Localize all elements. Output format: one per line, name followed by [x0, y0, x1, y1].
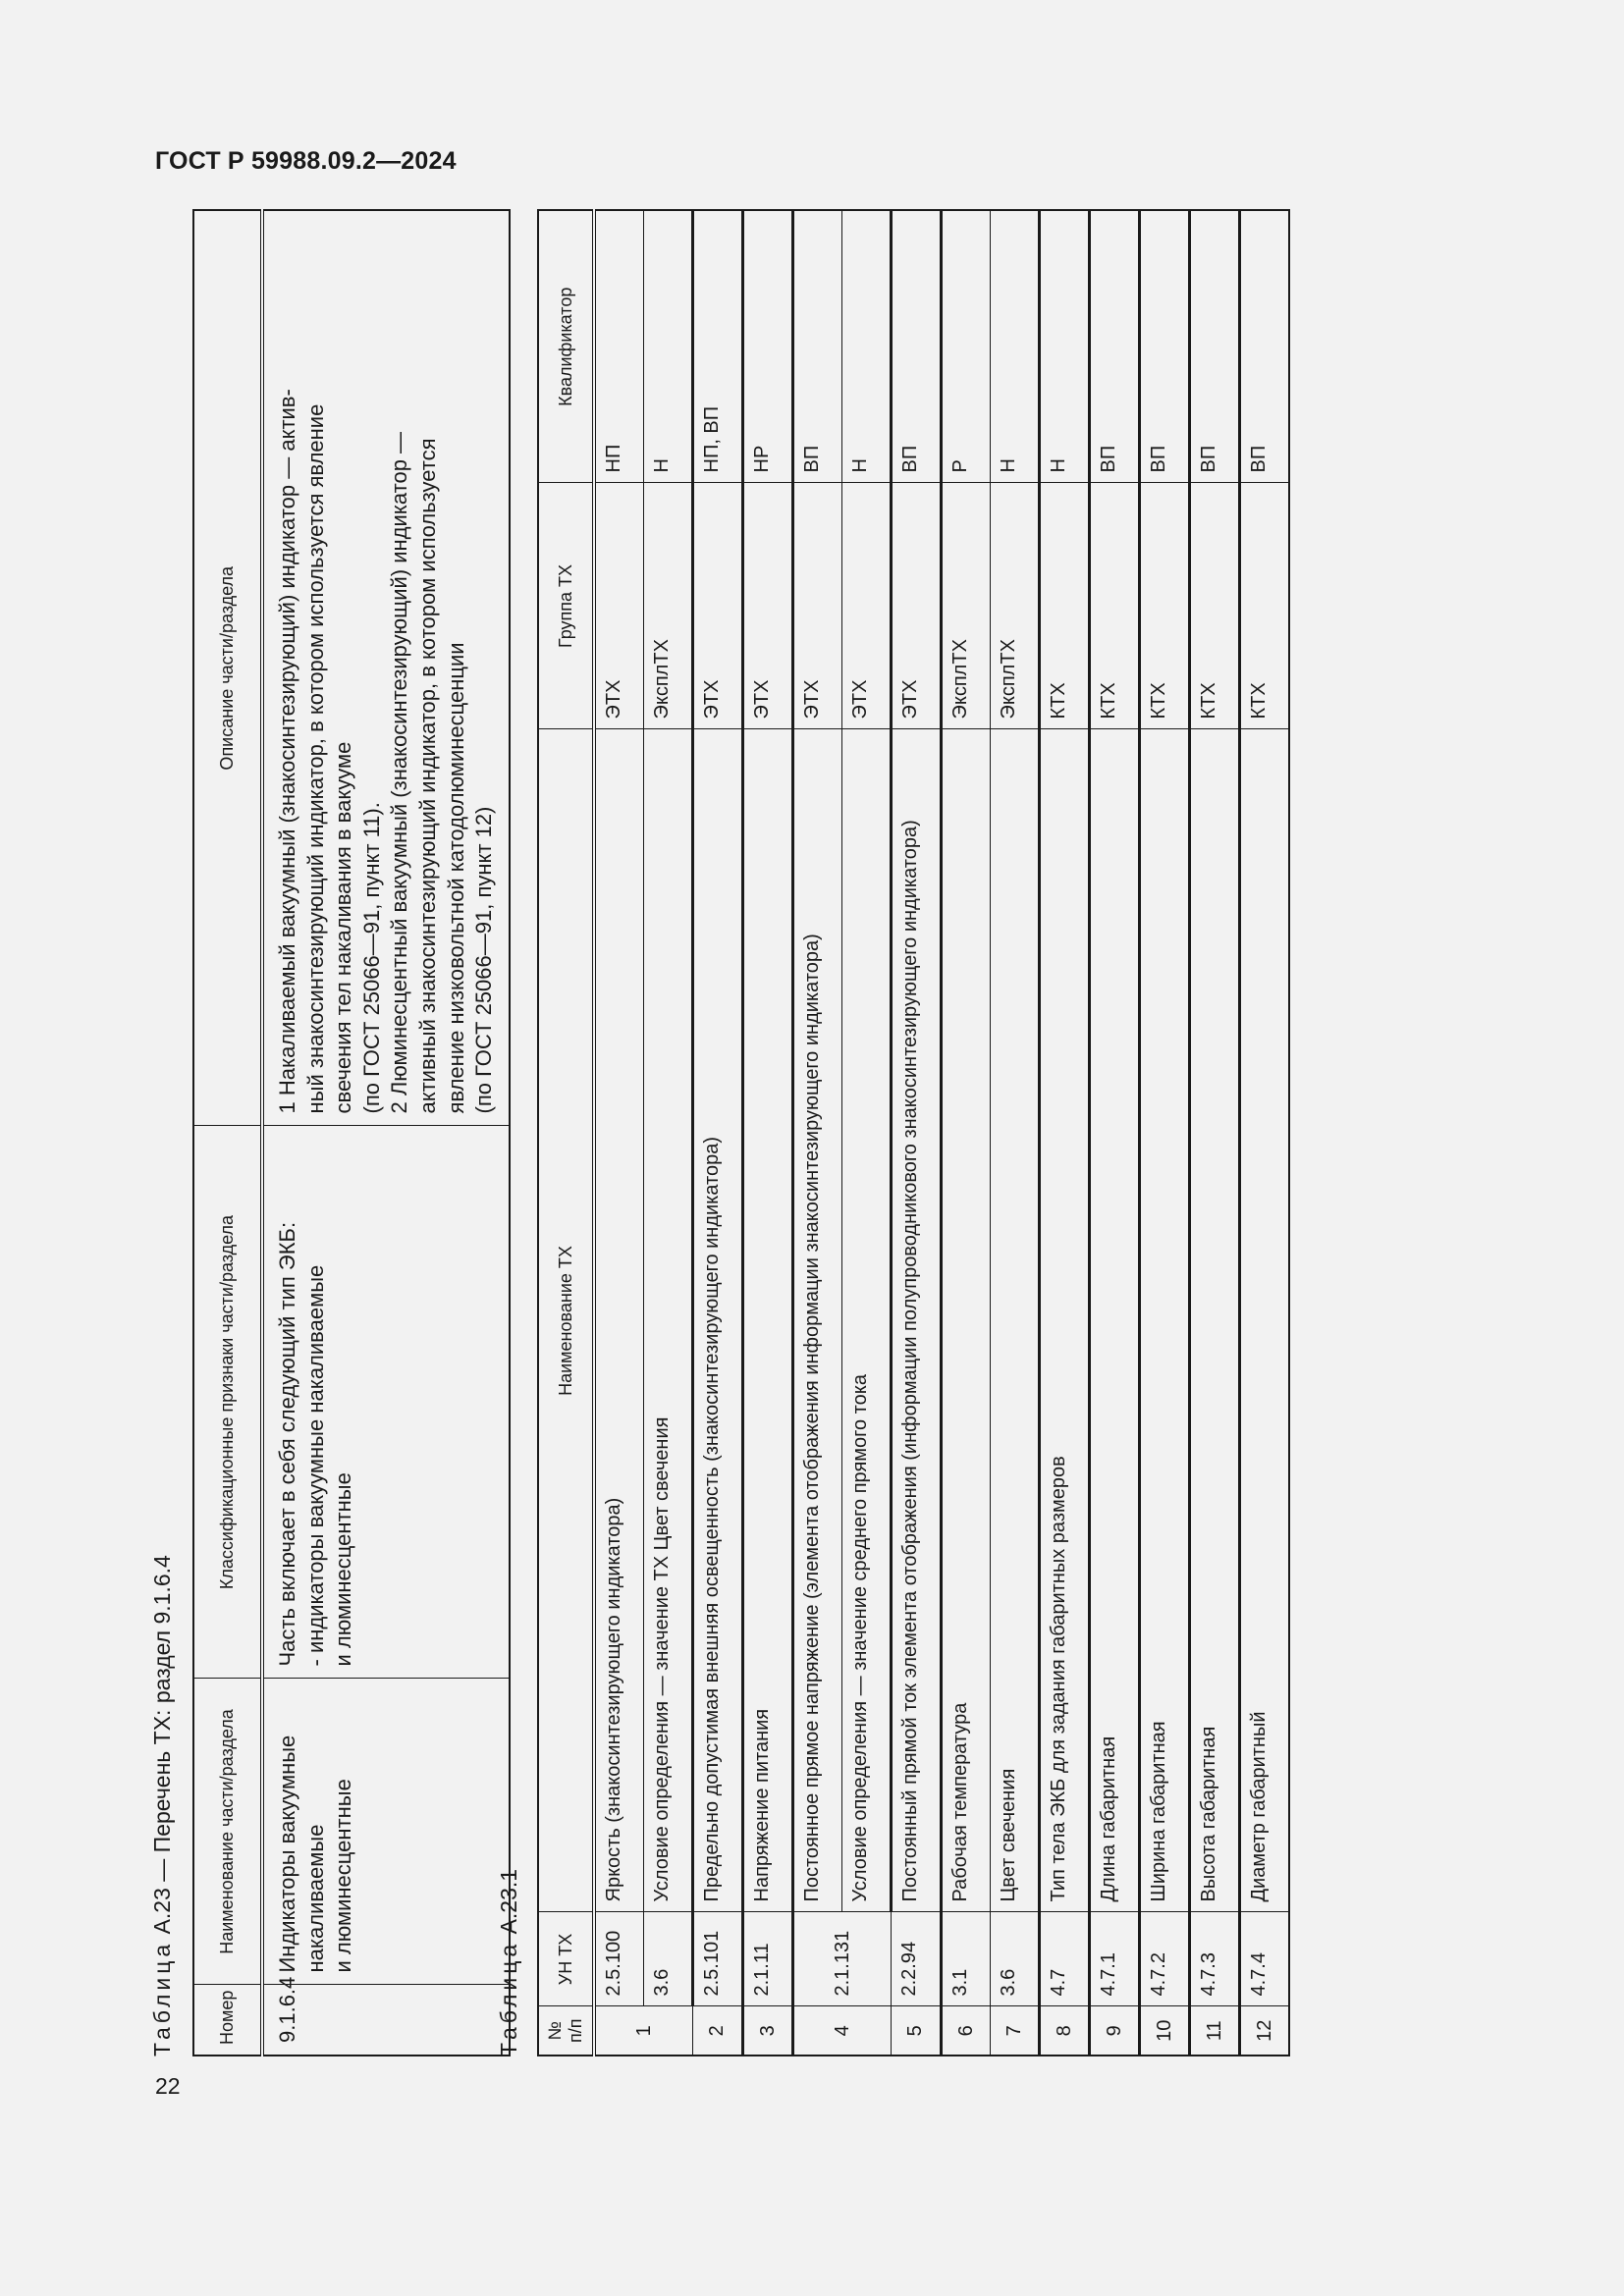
cell-name: Высота габаритная [1190, 729, 1240, 1912]
cell-name: Рабочая температура [942, 729, 991, 1912]
cell-group: ЭксплТХ [942, 483, 991, 729]
cell-qualifier: ВП [1090, 210, 1140, 483]
cell-group: КТХ [1040, 483, 1090, 729]
cell-index: 10 [1140, 2006, 1190, 2056]
cell-un: 2.1.131 [793, 1912, 892, 2006]
table-row [1240, 210, 1290, 2056]
cell-un: 3.1 [942, 1912, 991, 2006]
description-line: (по ГОСТ 25066—91, пункт 12) [471, 806, 497, 1114]
cell-description [262, 210, 510, 1126]
cell-un: 4.7.1 [1090, 1912, 1140, 2006]
description-line: ный знакосинтезирующий индикатор, в котором используется явление [302, 403, 328, 1114]
caption-rest: А.23 — Перечень ТХ: раздел 9.1.6.4 [149, 1555, 175, 1935]
cell-qualifier: ВП [1240, 210, 1290, 483]
cell-index: 6 [942, 2006, 991, 2056]
cell-name: Постоянный прямой ток элемента отображения (информации полупроводникового знакосинтезирующего индикатора) [892, 729, 942, 1912]
cell-group: ЭксплТХ [644, 483, 693, 729]
cell-group: ЭТХ [693, 483, 743, 729]
caption-word: Таблица [496, 1940, 521, 2056]
cell-qualifier: Н [991, 210, 1040, 483]
features-line: Часть включает в себя следующий тип ЭКБ: [275, 1221, 299, 1667]
description-line: явление низковольтной катодолюминесценции [443, 642, 468, 1114]
cell-group: КТХ [1140, 483, 1190, 729]
description-line: 1 Накаливаемый вакуумный (знакосинтезирующий) индикатор — актив- [275, 389, 299, 1114]
cell-group: ЭТХ [743, 483, 793, 729]
cell-un: 3.6 [991, 1912, 1040, 2006]
table-row [1140, 210, 1190, 2056]
cell-qualifier: ВП [793, 210, 842, 483]
col-header-description: Описание части/раздела [193, 210, 262, 1126]
table-row [1090, 210, 1140, 2056]
table-row [1190, 210, 1240, 2056]
cell-number: 9.1.6.4 [262, 1985, 510, 2056]
col-header-index: № п/п [538, 2006, 594, 2056]
table-row [262, 210, 510, 2056]
cell-name: Длина габаритная [1090, 729, 1140, 1912]
cell-index: 1 [594, 2006, 693, 2056]
description-line: свечения тел накаливания в вакууме [331, 741, 356, 1114]
cell-group: ЭТХ [842, 483, 892, 729]
page-number: 22 [155, 2073, 181, 2099]
table-row [1040, 210, 1090, 2056]
cell-qualifier: Н [842, 210, 892, 483]
description-line: активный знакосинтезирующий индикатор, в котором используется [414, 438, 440, 1114]
cell-name: Цвет свечения [991, 729, 1040, 1912]
table-row [644, 210, 693, 2056]
col-header-qualifier: Квалификатор [538, 210, 594, 483]
cell-un: 4.7.4 [1240, 1912, 1290, 2006]
cell-name [262, 1679, 510, 1985]
cell-name: Ширина габаритная [1140, 729, 1190, 1912]
description-line: 2 Люминесцентный вакуумный (знакосинтезирующий) индикатор — [387, 431, 412, 1114]
cell-group: КТХ [1090, 483, 1140, 729]
cell-un: 3.6 [644, 1912, 693, 2006]
cell-name: Предельно допустимая внешняя освещенность (знакосинтезирующего индикатора) [693, 729, 743, 1912]
description-line: (по ГОСТ 25066—91, пункт 11). [358, 802, 384, 1114]
table-row [842, 210, 892, 2056]
table-a231 [537, 209, 1290, 2056]
cell-group: ЭТХ [892, 483, 942, 729]
cell-qualifier: Н [644, 210, 693, 483]
cell-name: Условие определения — значение среднего прямого тока [842, 729, 892, 1912]
cell-group: КТХ [1190, 483, 1240, 729]
col-header-un: УН ТХ [538, 1912, 594, 2006]
cell-index: 5 [892, 2006, 942, 2056]
cell-qualifier: Н [1040, 210, 1090, 483]
cell-index: 8 [1040, 2006, 1090, 2056]
cell-un: 2.5.101 [693, 1912, 743, 2006]
cell-un: 4.7 [1040, 1912, 1090, 2006]
cell-group: ЭТХ [594, 483, 644, 729]
caption-rest: А.23.1 [496, 1868, 521, 1935]
document-header: ГОСТ Р 59988.09.2—2024 [155, 147, 457, 175]
cell-name: Постоянное прямое напряжение (элемента отображения информации знакосинтезирующего индикатора) [793, 729, 842, 1912]
cell-features [262, 1126, 510, 1679]
cell-name: Тип тела ЭКБ для задания габаритных размеров [1040, 729, 1090, 1912]
cell-un: 2.1.11 [743, 1912, 793, 2006]
cell-qualifier: ВП [1190, 210, 1240, 483]
table-a23 [192, 209, 511, 2056]
table-row [942, 210, 991, 2056]
table-row [991, 210, 1040, 2056]
cell-qualifier: НП [594, 210, 644, 483]
cell-qualifier: ВП [1140, 210, 1190, 483]
col-header-name: Наименование ТХ [538, 729, 594, 1912]
table-row [793, 210, 842, 2056]
cell-name: Диаметр габаритный [1240, 729, 1290, 1912]
table-row [594, 210, 644, 2056]
col-header-name: Наименование части/раздела [193, 1679, 262, 1985]
cell-qualifier: ВП [892, 210, 942, 483]
cell-qualifier: НР [743, 210, 793, 483]
cell-name: Напряжение питания [743, 729, 793, 1912]
col-header-number: Номер [193, 1985, 262, 2056]
cell-index: 3 [743, 2006, 793, 2056]
col-header-group: Группа ТХ [538, 483, 594, 729]
cell-group: КТХ [1240, 483, 1290, 729]
cell-index: 12 [1240, 2006, 1290, 2056]
cell-name: Условие определения — значение ТХ Цвет свечения [644, 729, 693, 1912]
features-line: и люминесцентные [331, 1472, 356, 1667]
cell-un: 2.2.94 [892, 1912, 942, 2006]
name-line: и люминесцентные [331, 1779, 356, 1973]
rotated-landscape-content [147, 34, 1355, 2056]
cell-qualifier: Р [942, 210, 991, 483]
caption-word: Таблица [149, 1940, 175, 2056]
cell-qualifier: НП, ВП [693, 210, 743, 483]
cell-index: 9 [1090, 2006, 1140, 2056]
cell-index: 11 [1190, 2006, 1240, 2056]
table-a23-caption [149, 1555, 176, 2056]
cell-index: 7 [991, 2006, 1040, 2056]
cell-index: 2 [693, 2006, 743, 2056]
col-header-features: Классификационные признаки части/раздела [193, 1126, 262, 1679]
cell-un: 2.5.100 [594, 1912, 644, 2006]
cell-index: 4 [793, 2006, 892, 2056]
features-line: - индикаторы вакуумные накаливаемые [302, 1264, 328, 1667]
cell-group: ЭксплТХ [991, 483, 1040, 729]
cell-un: 4.7.2 [1140, 1912, 1190, 2006]
table-row [743, 210, 793, 2056]
name-line: Индикаторы вакуумные накаливаемые [275, 1735, 328, 1973]
cell-name: Яркость (знакосинтезирующего индикатора) [594, 729, 644, 1912]
table-row [892, 210, 942, 2056]
table-a231-caption [496, 1869, 522, 2056]
cell-un: 4.7.3 [1190, 1912, 1240, 2006]
cell-group: ЭТХ [793, 483, 842, 729]
table-row [693, 210, 743, 2056]
